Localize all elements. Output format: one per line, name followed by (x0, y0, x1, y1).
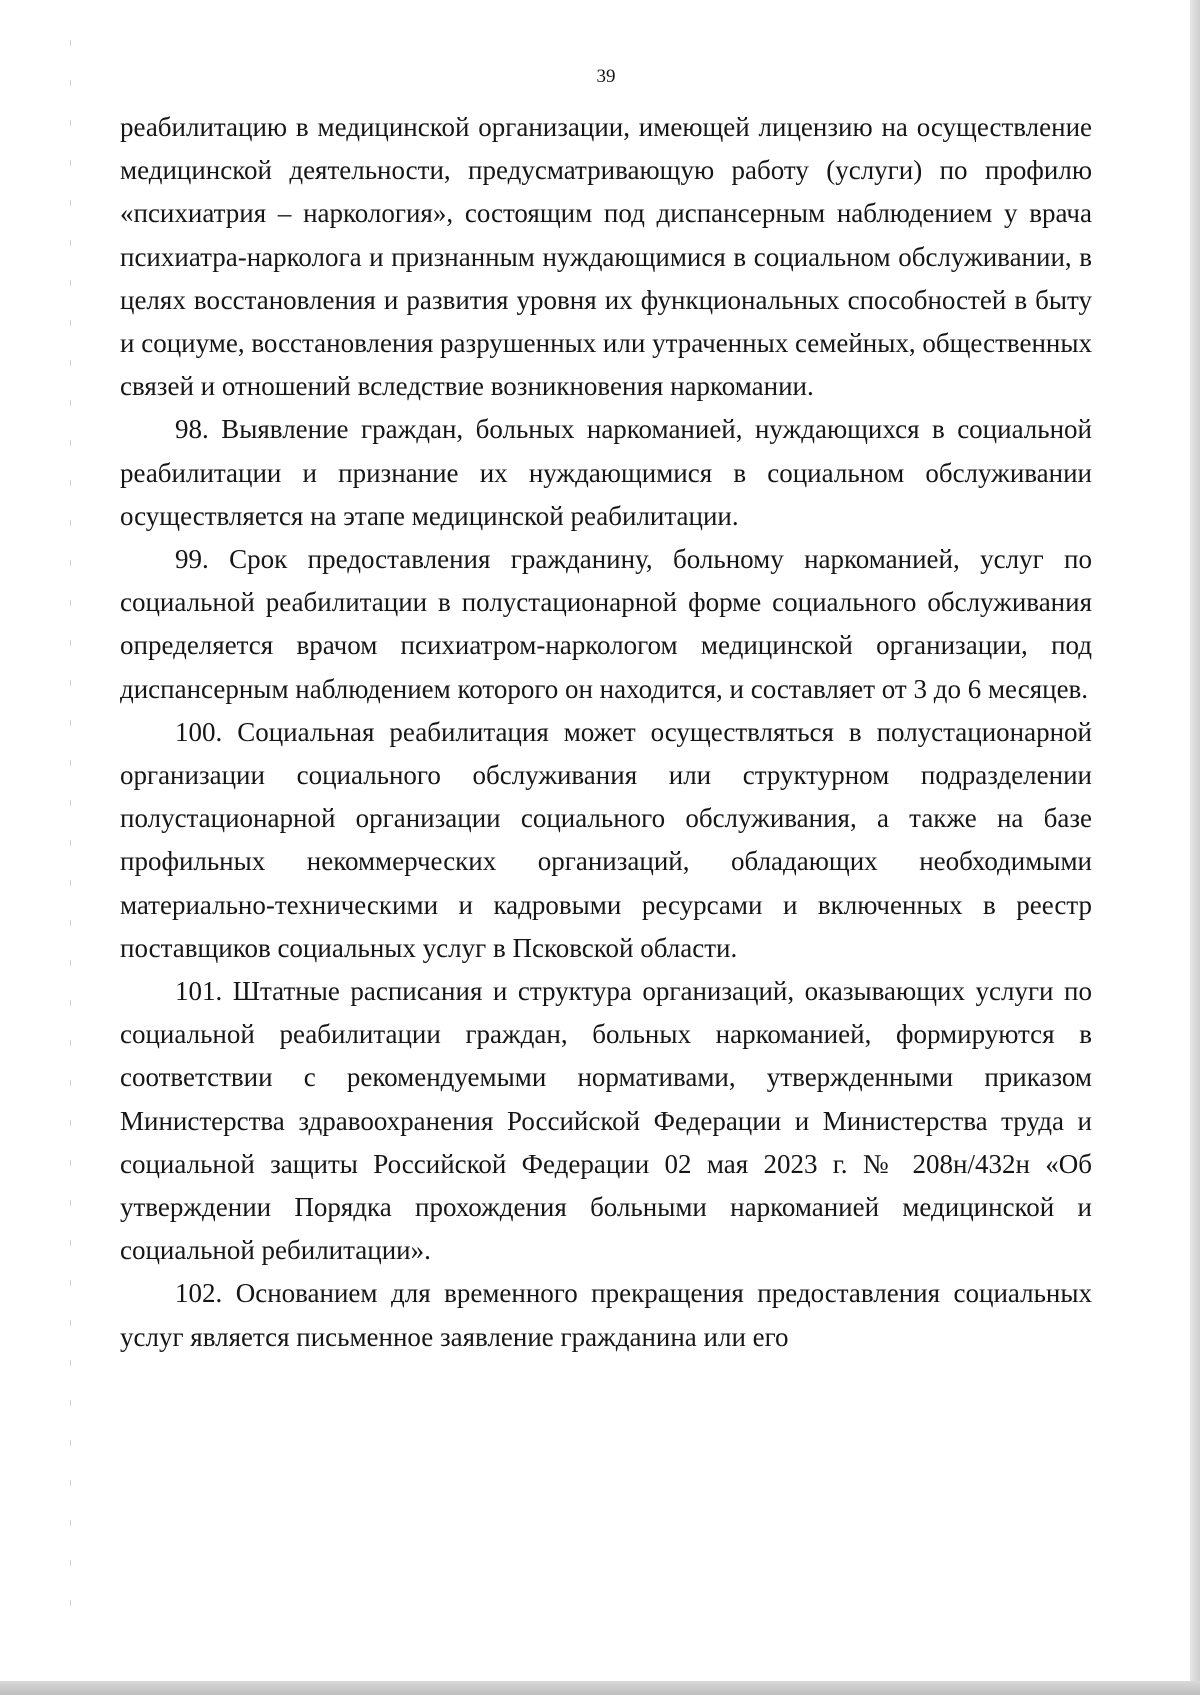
document-body (120, 106, 1092, 1359)
paragraph-98: 98. Выявление граждан, больных наркоманией, нуждающихся в социальной реабилитации и признание их нуждающимися в социальном обслуживании осуществляется на этапе медицинской реабилитации. (120, 414, 1092, 531)
page-number: 39 (596, 66, 616, 87)
scan-bottom-edge (0, 1681, 1200, 1695)
paragraph-102: 102. Основанием для временного прекращения предоставления социальных услуг является письменное заявление гражданина или его (120, 1278, 1092, 1352)
scan-left-edge (70, 40, 71, 1620)
paragraph-99: 99. Срок предоставления гражданину, больному наркоманией, услуг по социальной реабилитации в полустационарной форме социального обслуживания определяется врачом психиатром-наркологом медицинской организации, под диспансерным наблюдением которого он находится, и составляет от 3 до 6 месяцев. (120, 544, 1092, 704)
paragraph-100: 100. Социальная реабилитация может осуществляться в полустационарной организации социального обслуживания или структурном подразделении полустационарной организации социального обслуживания, а также на базе профильных некоммерческих организаций, обладающих необходимыми материально-техническими и кадровыми ресурсами и включенных в реестр поставщиков социальных услуг в Псковской области. (120, 716, 1092, 963)
paragraph-continuation: реабилитацию в медицинской организации, имеющей лицензию на осуществление медицинской деятельности, предусматривающую работу (услуги) по профилю «психиатрия – наркология», состоящим под диспансерным наблюдением у врача психиатра-нарколога и признанным нуждающимися в социальном обслуживании, в целях восстановления и развития уровня их функциональных способностей в быту и социуме, восстановления разрушенных или утраченных семейных, общественных связей и отношений вследствие возникновения наркомании. (120, 112, 1092, 402)
paragraph-101: 101. Штатные расписания и структура организаций, оказывающих услуги по социальной реабилитации граждан, больных наркоманией, формируются в соответствии с рекомендуемыми нормативами, утвержденными приказом Министерства здравоохранения Российской Федерации и Министерства труда и социальной защиты Российской Федерации 02 мая 2023 г. № 208н/432н «Об утверждении Порядка прохождения больными наркоманией медицинской и социальной ребилитации». (120, 976, 1092, 1266)
scan-right-edge (1190, 0, 1200, 1695)
